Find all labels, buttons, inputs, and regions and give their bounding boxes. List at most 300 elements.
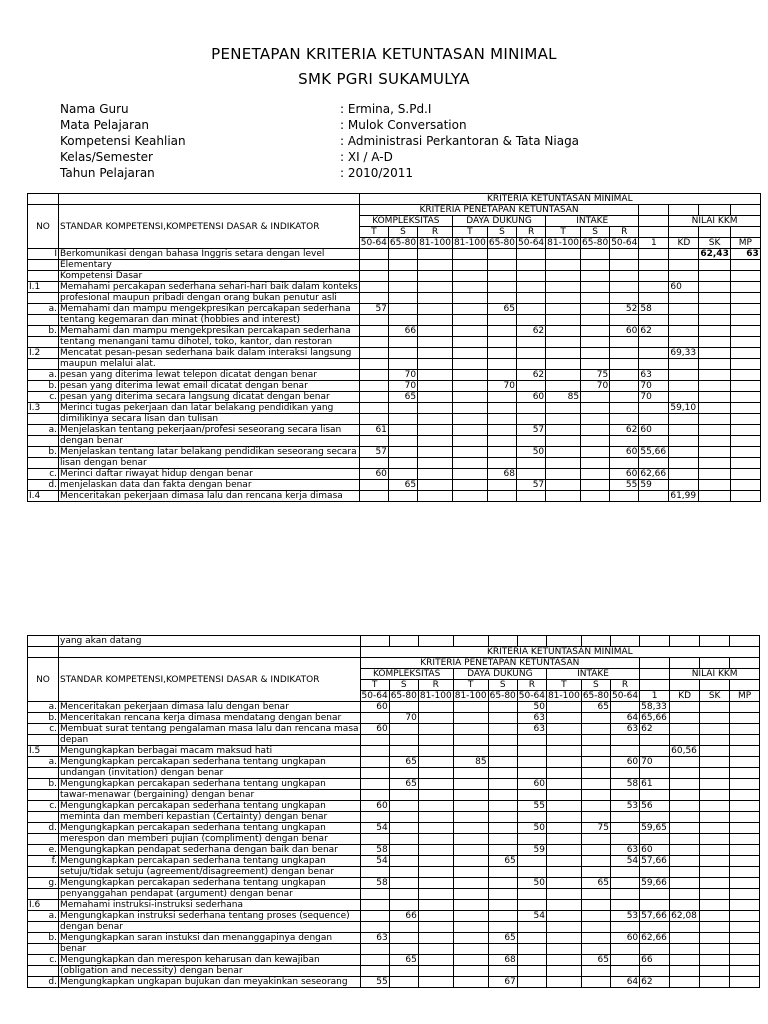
sub-header: S (488, 680, 517, 691)
value-cell (546, 702, 581, 713)
value-cell (487, 249, 516, 260)
value-cell (453, 933, 488, 944)
row-number (28, 436, 59, 447)
row-text-label: undangan (invitation) dengan benar (60, 768, 224, 778)
value-cell (730, 823, 760, 834)
value-cell (730, 768, 760, 779)
value-cell: 70 (388, 370, 417, 381)
row-number: c. (28, 801, 59, 812)
value-cell (640, 746, 670, 757)
row-text (59, 878, 361, 889)
value-cell (488, 889, 517, 900)
value-cell (453, 878, 488, 889)
daya-dukung-header: DAYA DUKUNG (452, 216, 545, 227)
value-cell (581, 282, 610, 293)
value-cell (581, 801, 610, 812)
value-cell (360, 944, 389, 955)
value-cell: 55 (517, 801, 546, 812)
value-cell: 62,43 (700, 249, 729, 259)
value-cell (546, 834, 581, 845)
value-cell (610, 955, 639, 966)
value-cell (452, 293, 487, 304)
value-cell (452, 304, 487, 315)
value-cell (581, 392, 610, 403)
nilai-kkm-header: NILAI KKM (670, 669, 760, 680)
value-cell (517, 249, 546, 260)
info-row (60, 133, 579, 149)
value-cell (360, 713, 389, 724)
range-header: 81-100 (547, 691, 580, 701)
value-cell (699, 403, 730, 414)
table-row (28, 348, 761, 359)
mp-header: MP (730, 691, 760, 702)
value-cell: 63 (639, 370, 669, 381)
value-cell (699, 414, 730, 425)
value-cell: 56 (640, 801, 670, 812)
no-header: NO (28, 205, 59, 249)
value-cell (418, 790, 453, 801)
value-cell (640, 922, 670, 933)
row-number: b. (28, 447, 59, 458)
value-cell (418, 271, 453, 282)
value-cell (730, 933, 760, 944)
row-text-label: lisan dengan benar (60, 458, 147, 468)
value-cell (581, 469, 610, 480)
value-cell (453, 746, 488, 757)
value-cell (670, 768, 700, 779)
range-header: 65-80 (582, 691, 609, 701)
value-cell (418, 746, 453, 757)
value-cell (360, 812, 389, 823)
value-cell (452, 458, 487, 469)
standar-header: STANDAR KOMPETENSI,KOMPETENSI DASAR & INDIKATOR (59, 205, 360, 249)
value-cell (359, 491, 388, 502)
value-cell: 66 (388, 326, 417, 337)
value-cell: 65 (581, 702, 610, 713)
value-cell: 65 (388, 480, 417, 491)
table-row (28, 812, 760, 823)
value-cell (488, 878, 517, 889)
value-cell (639, 337, 669, 348)
value-cell (546, 724, 581, 735)
value-cell (517, 348, 546, 359)
value-cell (699, 469, 730, 480)
value-cell (639, 293, 669, 304)
value-cell (389, 724, 418, 735)
value-cell (639, 491, 669, 502)
value-cell: 57 (517, 480, 546, 491)
value-cell (610, 293, 639, 304)
value-cell (699, 381, 730, 392)
value-cell (581, 922, 610, 933)
value-cell (487, 271, 516, 282)
value-cell (517, 381, 546, 392)
row-number (28, 812, 59, 823)
value-cell (581, 425, 610, 436)
info-label: Kelas/Semester (60, 150, 153, 164)
value-cell (418, 713, 453, 724)
table-row (28, 757, 760, 768)
sub-header: S (581, 227, 610, 238)
value-cell (639, 359, 669, 370)
value-cell (488, 746, 517, 757)
value-cell (487, 392, 516, 403)
value-cell (546, 304, 581, 315)
table-row (28, 702, 760, 713)
row-number (28, 293, 59, 304)
value-cell (730, 315, 760, 326)
value-cell (610, 768, 639, 779)
value-cell (700, 922, 730, 933)
value-cell (640, 966, 670, 977)
value-cell (488, 702, 517, 713)
value-cell (389, 834, 418, 845)
value-cell (610, 889, 639, 900)
row-number (28, 944, 59, 955)
row-text (59, 900, 361, 911)
value-cell (669, 359, 699, 370)
sub-header: T (546, 680, 581, 691)
range-header: 65-80 (582, 238, 609, 248)
row-text (59, 359, 360, 370)
value-cell (517, 337, 546, 348)
value-cell (699, 370, 730, 381)
value-cell (487, 403, 516, 414)
value-cell (517, 260, 546, 271)
row-text-label: Kompetensi Dasar (60, 271, 143, 281)
value-cell (610, 282, 639, 293)
value-cell (670, 900, 700, 911)
value-cell (452, 337, 487, 348)
value-cell (581, 260, 610, 271)
row-text (59, 436, 360, 447)
value-cell (488, 922, 517, 933)
range-header: 50-64 (611, 691, 639, 701)
value-cell (359, 249, 388, 260)
row-number: g. (28, 878, 59, 889)
value-cell (418, 337, 453, 348)
value-cell (546, 944, 581, 955)
sk-header: SK (700, 691, 730, 702)
row-text-label: Menceritakan pekerjaan dimasa lalu dan rencana kerja dimasa (60, 491, 343, 501)
row-text-label: pesan yang diterima lewat telepon dicatat dengan benar (60, 370, 317, 380)
value-cell (639, 348, 669, 359)
value-cell (730, 425, 760, 436)
kd-header: KD (669, 238, 699, 249)
table-row (28, 834, 760, 845)
header-row (28, 194, 761, 205)
value-cell (669, 436, 699, 447)
value-cell: 70 (639, 392, 669, 403)
value-cell: 85 (546, 392, 581, 403)
row-text-label: profesional maupun pribadi dengan orang bukan penutur asli (60, 293, 337, 303)
value-cell (418, 414, 453, 425)
value-cell: 53 (610, 911, 639, 922)
value-cell (610, 491, 639, 502)
value-cell (581, 403, 610, 414)
value-cell (418, 878, 453, 889)
value-cell (670, 713, 700, 724)
value-cell (700, 955, 730, 966)
value-cell (418, 900, 453, 911)
value-cell (452, 249, 487, 260)
value-cell (453, 801, 488, 812)
value-cell (546, 370, 581, 381)
value-cell: 62 (517, 370, 546, 381)
value-cell (418, 922, 453, 933)
value-cell (388, 348, 417, 359)
value-cell (610, 436, 639, 447)
value-cell (546, 823, 581, 834)
value-cell (730, 436, 760, 447)
value-cell (581, 491, 610, 502)
value-cell (452, 260, 487, 271)
row-text-label: Merinci daftar riwayat hidup dengan benar (60, 469, 253, 479)
value-cell (453, 845, 488, 856)
row-number (28, 867, 59, 878)
value-cell (359, 414, 388, 425)
table-row (28, 779, 760, 790)
value-cell (699, 359, 730, 370)
table-row (28, 790, 760, 801)
value-cell: 50 (517, 823, 546, 834)
value-cell (418, 977, 453, 988)
value-cell (700, 966, 730, 977)
value-cell (699, 458, 730, 469)
row-number: I.6 (28, 900, 59, 911)
value-cell (546, 480, 581, 491)
row-text-label: Mengungkapkan percakapan sederhana tentang ungkapan (60, 878, 326, 888)
value-cell (699, 304, 730, 315)
value-cell (639, 414, 669, 425)
range-header: 81-100 (454, 691, 487, 701)
value-cell: 54 (360, 856, 389, 867)
value-cell (388, 260, 417, 271)
value-cell (418, 823, 453, 834)
kriteria-header: KRITERIA PENETAPAN KETUNTASAN (360, 658, 640, 669)
table-row (28, 867, 760, 878)
standar-header: STANDAR KOMPETENSI,KOMPETENSI DASAR & INDIKATOR (59, 658, 361, 702)
value-cell (452, 480, 487, 491)
value-cell (546, 293, 581, 304)
table-row (28, 856, 760, 867)
value-cell (388, 436, 417, 447)
row-text-label: tawar-menawar (bergaining) dengan benar (60, 790, 255, 800)
row-text-label: Mengungkapkan percakapan sederhana tentang ungkapan (60, 757, 326, 767)
value-cell (488, 713, 517, 724)
row-number (28, 834, 59, 845)
value-cell (517, 469, 546, 480)
value-cell (360, 867, 389, 878)
value-cell (639, 271, 669, 282)
value-cell (670, 823, 700, 834)
value-cell (388, 414, 417, 425)
row-text (59, 966, 361, 977)
value-cell (546, 900, 581, 911)
value-cell (360, 790, 389, 801)
value-cell: 60 (610, 469, 639, 480)
value-cell (610, 746, 639, 757)
value-cell (418, 955, 453, 966)
value-cell (452, 359, 487, 370)
value-cell (730, 370, 760, 381)
row-text-label: Mengungkapkan dan merespon keharusan dan kewajiban (60, 955, 320, 965)
table-row (28, 326, 761, 337)
value-cell (452, 381, 487, 392)
row-text-label: Mengungkapkan pendapat sederhana dengan baik dan benar (60, 845, 338, 855)
row-text-label: penyanggahan pendapat (argument) dengan benar (60, 889, 293, 899)
value-cell (699, 348, 730, 359)
mp-header: MP (730, 238, 760, 249)
value-cell (546, 966, 581, 977)
value-cell (517, 491, 546, 502)
value-cell (418, 735, 453, 746)
value-cell: 62,66 (639, 469, 669, 480)
table-row (28, 414, 761, 425)
row-text (59, 856, 361, 867)
value-cell (700, 944, 730, 955)
value-cell (418, 348, 453, 359)
value-cell (418, 845, 453, 856)
value-cell (546, 911, 581, 922)
value-cell (730, 293, 760, 304)
value-cell (487, 348, 516, 359)
value-cell (389, 922, 418, 933)
value-cell (418, 260, 453, 271)
value-cell (487, 326, 516, 337)
row-text (59, 801, 361, 812)
row-number: b. (28, 713, 59, 724)
value-cell (388, 447, 417, 458)
row-number: I (28, 249, 59, 260)
kd-header: KD (670, 691, 700, 702)
value-cell (546, 260, 581, 271)
value-cell: 63 (517, 713, 546, 724)
value-cell (487, 436, 516, 447)
row-number (28, 260, 59, 271)
value-cell (517, 436, 546, 447)
table-row (28, 823, 760, 834)
value-cell (389, 735, 418, 746)
value-cell (487, 414, 516, 425)
value-cell (581, 845, 610, 856)
row-text-label: Memahami dan mampu mengekpresikan percakapan sederhana (60, 304, 351, 314)
value-cell (389, 801, 418, 812)
value-cell (546, 867, 581, 878)
value-cell (359, 392, 388, 403)
value-cell (699, 425, 730, 436)
value-cell (360, 779, 389, 790)
value-cell: 60 (360, 702, 389, 713)
row-text (59, 370, 360, 381)
info-row (60, 165, 413, 181)
value-cell (517, 867, 546, 878)
table-row (28, 768, 760, 779)
row-text (59, 944, 361, 955)
row-text-label: pesan yang diterima lewat email dicatat dengan benar (60, 381, 308, 391)
value-cell (517, 271, 546, 282)
value-cell (730, 337, 760, 348)
value-cell (389, 790, 418, 801)
table-row (28, 922, 760, 933)
value-cell (452, 414, 487, 425)
value-cell (517, 757, 546, 768)
value-cell (388, 304, 417, 315)
row-text (59, 955, 361, 966)
row-text-label: yang akan datang (60, 636, 142, 646)
value-cell (730, 403, 760, 414)
value-cell (700, 911, 730, 922)
value-cell (730, 812, 760, 823)
value-cell (581, 293, 610, 304)
row-text (59, 768, 361, 779)
value-cell (669, 271, 699, 282)
value-cell (418, 812, 453, 823)
value-cell (640, 944, 670, 955)
value-cell (670, 779, 700, 790)
value-cell (453, 812, 488, 823)
value-cell (546, 282, 581, 293)
sub-header: T (359, 227, 388, 238)
value-cell: 59,66 (640, 878, 670, 889)
value-cell (699, 326, 730, 337)
value-cell (669, 326, 699, 337)
row-text (59, 491, 360, 502)
value-cell (517, 856, 546, 867)
row-number (28, 636, 59, 647)
value-cell (639, 249, 669, 260)
row-text-label: Mengungkapkan instruksi sederhana tentang proses (sequence) (60, 911, 350, 921)
info-value: : XI / A-D (340, 150, 393, 164)
value-cell (453, 834, 488, 845)
value-cell (546, 889, 581, 900)
value-cell (610, 381, 639, 392)
table-row (28, 955, 760, 966)
value-cell (699, 491, 730, 502)
value-cell (388, 403, 417, 414)
value-cell (730, 447, 760, 458)
value-cell (610, 414, 639, 425)
table-row (28, 282, 761, 293)
value-cell (669, 414, 699, 425)
value-cell (360, 746, 389, 757)
table-row (28, 260, 761, 271)
info-label: Kompetensi Keahlian (60, 134, 186, 148)
value-cell: 65,66 (640, 713, 670, 724)
table-row (28, 381, 761, 392)
range-header: 50-64 (518, 238, 545, 248)
value-cell (581, 966, 610, 977)
value-cell (730, 359, 760, 370)
value-cell (546, 381, 581, 392)
row-number (28, 271, 59, 282)
value-cell (700, 768, 730, 779)
row-text (59, 414, 360, 425)
value-cell (581, 856, 610, 867)
value-cell: 57,66 (640, 856, 670, 867)
row-text-label: Memahami dan mampu mengekpresikan percakapan sederhana (60, 326, 351, 336)
value-cell (546, 713, 581, 724)
row-number: I.3 (28, 403, 59, 414)
value-cell (669, 469, 699, 480)
value-cell (418, 359, 453, 370)
daya-dukung-header: DAYA DUKUNG (453, 669, 546, 680)
value-cell (610, 403, 639, 414)
value-cell: 60 (639, 425, 669, 436)
value-cell: 63 (517, 724, 546, 735)
value-cell (517, 735, 546, 746)
value-cell (546, 856, 581, 867)
